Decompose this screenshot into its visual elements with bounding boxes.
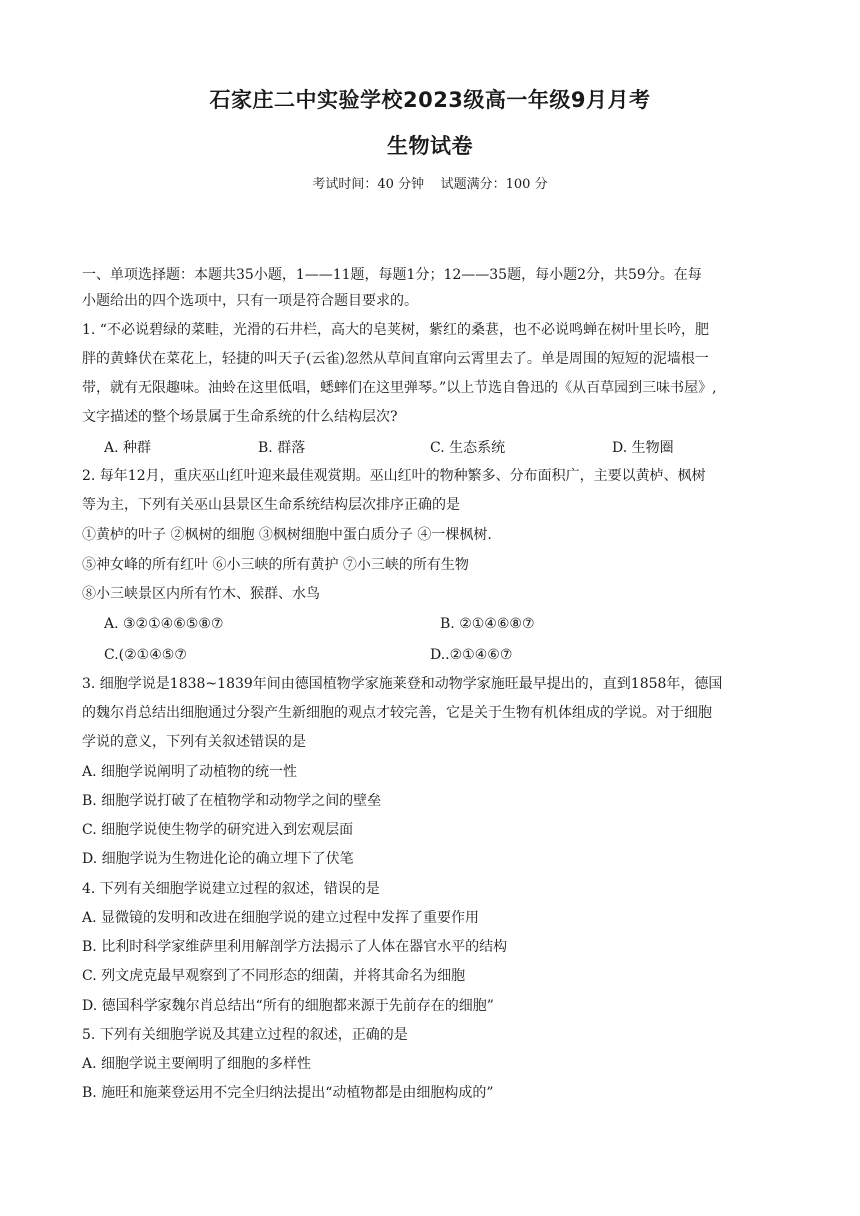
section-instructions-line-2: 小题给出的四个选项中，只有一项是符合题目要求的。 [82,293,418,309]
q2-option-c: C.(②①④⑤⑦ [104,647,187,663]
q1-option-a: A. 种群 [104,440,152,456]
q5-option-a: A. 细胞学说主要阐明了细胞的多样性 [82,1056,312,1072]
exam-subject: 生物试卷 [387,134,473,158]
q3-option-b: B. 细胞学说打破了在植物学和动物学之间的壁垒 [82,793,382,809]
q1-stem-line-4: 文字描述的整个场景属于生命系统的什么结构层次? [82,409,398,425]
q3-stem-line-2: 的魏尔肖总结出细胞通过分裂产生新细胞的观点才较完善，它是关于生物有机体组成的学说。对于细胞 [82,705,712,721]
q5-stem-line-1: 5. 下列有关细胞学说及其建立过程的叙述，正确的是 [82,1027,408,1043]
q3-option-d: D. 细胞学说为生物进化论的确立埋下了伏笔 [82,851,354,867]
section-instructions-line-1: 一、单项选择题：本题共35小题，1——11题，每题1分；12——35题，每小题2分，共59分。在每 [82,267,702,283]
q1-option-d: D. 生物圈 [612,440,674,456]
exam-title: 石家庄二中实验学校2023级高一年级9月月考 [209,88,651,112]
q3-stem-line-1: 3. 细胞学说是1838~1839年间由德国植物学家施莱登和动物学家施旺最早提出的，直到1858年，德国 [82,676,723,692]
q2-stem-line-1: 2. 每年12月，重庆巫山红叶迎来最佳观赏期。巫山红叶的物种繁多、分布面积广，主要以黄栌、枫树 [82,468,706,484]
full-score: 试题满分：100 分 [440,177,548,192]
q2-option-b: B. ②①④⑥⑧⑦ [440,616,535,632]
q2-stem-line-2: 等为主，下列有关巫山县景区生命系统结构层次排序正确的是 [82,497,460,513]
q4-option-c: C. 列文虎克最早观察到了不同形态的细菌，并将其命名为细胞 [82,968,466,984]
q4-option-d: D. 德国科学家魏尔肖总结出“所有的细胞都来源于先前存在的细胞” [82,998,494,1014]
q4-option-a: A. 显微镜的发明和改进在细胞学说的建立过程中发挥了重要作用 [82,910,480,926]
q4-option-b: B. 比利时科学家维萨里利用解剖学方法揭示了人体在器官水平的结构 [82,939,508,955]
q2-items-line-3: ⑧小三峡景区内所有竹木、猴群、水鸟 [82,586,320,602]
q2-option-d: D..②①④⑥⑦ [430,647,513,663]
q5-option-b: B. 施旺和施莱登运用不完全归纳法提出“动植物都是由细胞构成的” [82,1085,494,1101]
q1-option-b: B. 群落 [258,440,306,456]
q3-stem-line-3: 学说的意义，下列有关叙述错误的是 [82,734,306,750]
exam-meta [0,173,860,192]
q1-stem-line-2: 胖的黄蜂伏在菜花上，轻捷的叫天子(云雀)忽然从草间直窜向云霄里去了。单是周围的短短的泥墙根一 [82,351,709,367]
q3-option-a: A. 细胞学说阐明了动植物的统一性 [82,764,298,780]
q2-items-line-1: ①黄栌的叶子 ②枫树的细胞 ③枫树细胞中蛋白质分子 ④一棵枫树. [82,527,492,543]
q1-option-c: C. 生态系统 [430,440,506,456]
q2-option-a: A. ③②①④⑥⑤⑧⑦ [104,616,224,632]
exam-time: 考试时间：40 分钟 [312,177,425,192]
q1-stem-line-1: 1. “不必说碧绿的菜畦，光滑的石井栏，高大的皂荚树，紫红的桑葚，也不必说鸣蝉在树叶里长吟，肥 [82,322,709,338]
q4-stem-line-1: 4. 下列有关细胞学说建立过程的叙述，错误的是 [82,881,380,897]
q2-items-line-2: ⑤神女峰的所有红叶 ⑥小三峡的所有黄护 ⑦小三峡的所有生物 [82,557,469,573]
q3-option-c: C. 细胞学说使生物学的研究进入到宏观层面 [82,822,354,838]
q1-stem-line-3: 带，就有无限趣味。油蛉在这里低唱，蟋蟀们在这里弹琴。”以上节选自鲁迅的《从百草园到三味书屋》, [82,380,717,396]
